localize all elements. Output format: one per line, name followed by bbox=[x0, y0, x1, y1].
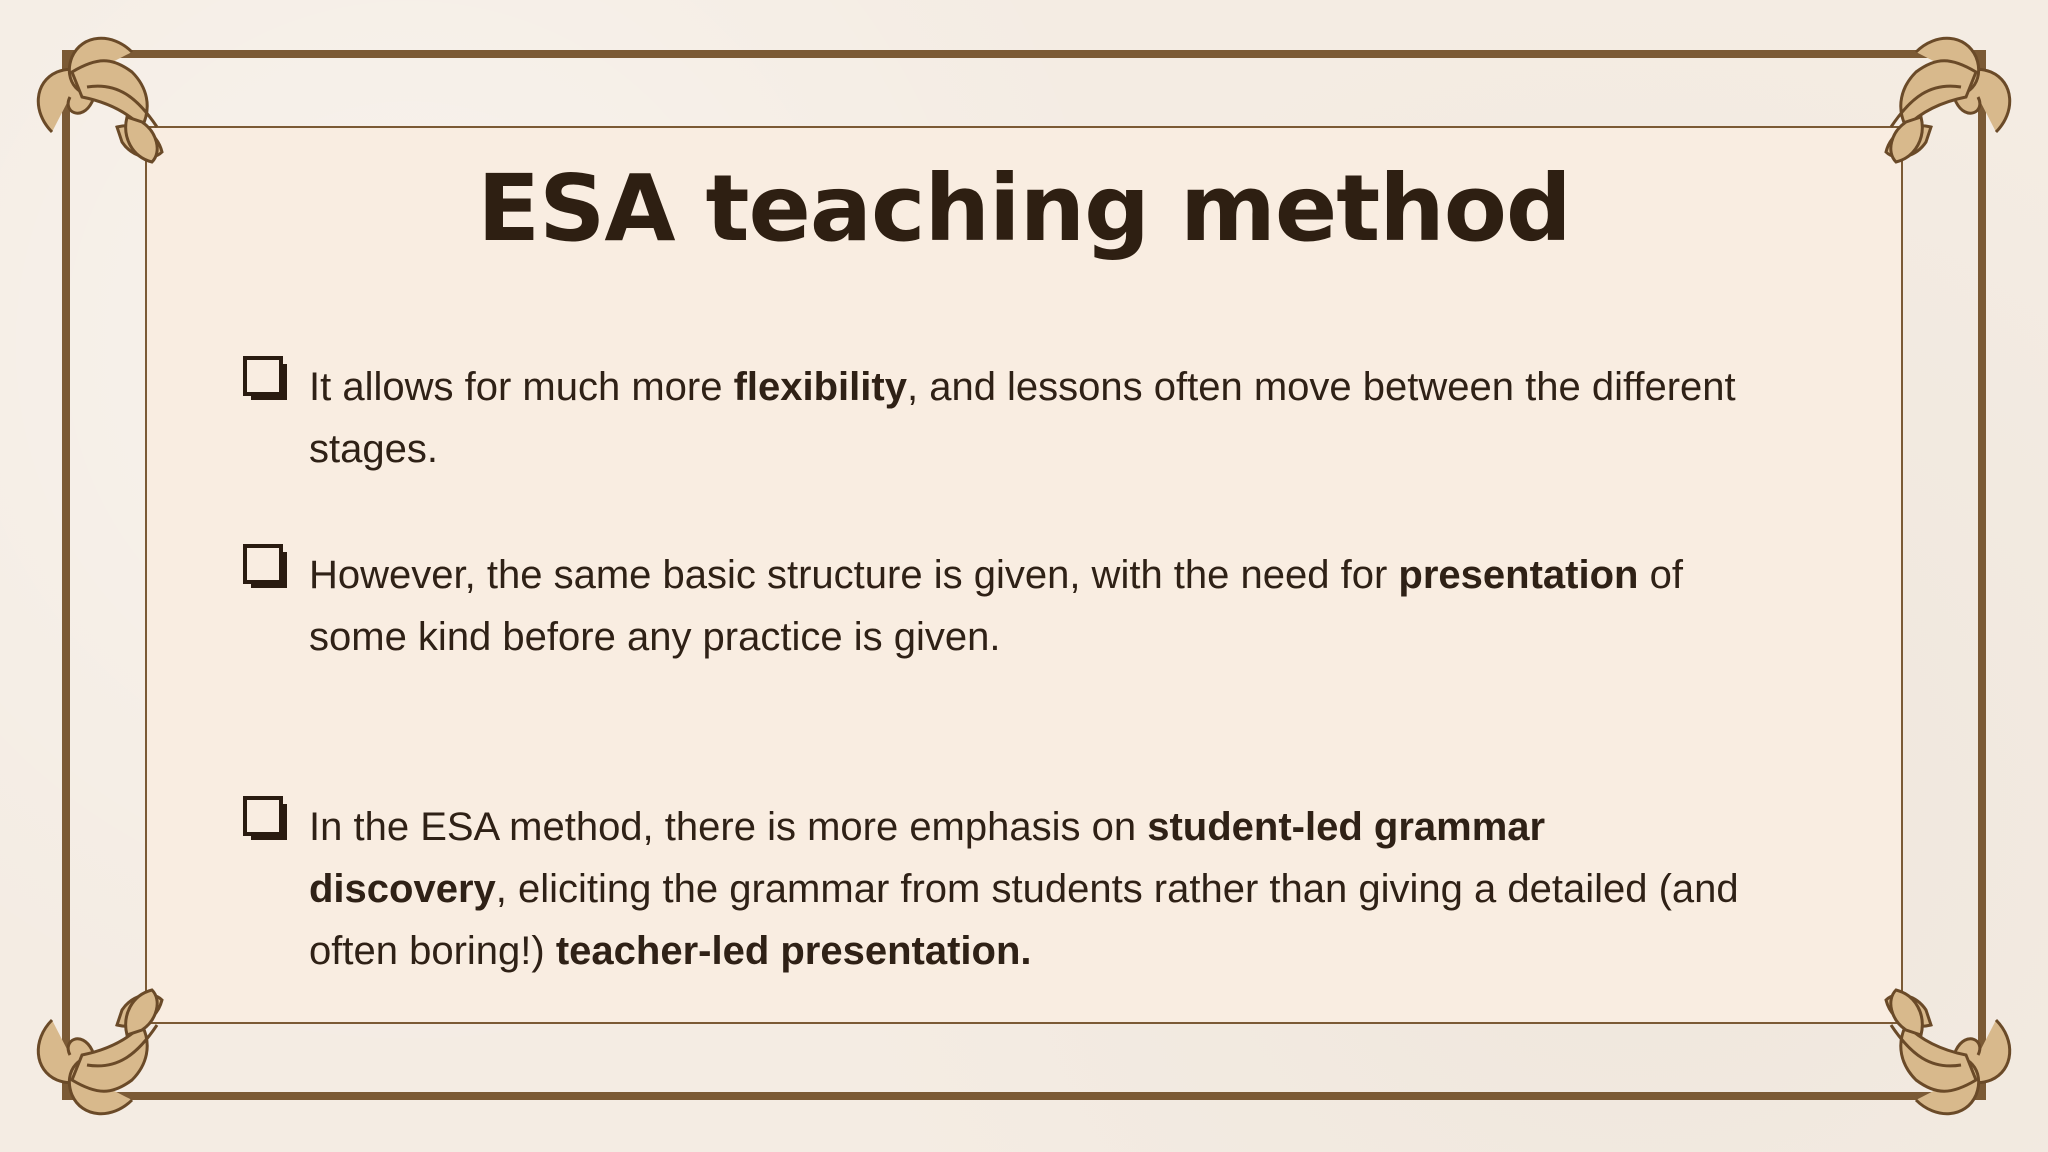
checkbox-icon bbox=[243, 356, 289, 402]
bullet-item-3 bbox=[243, 796, 1743, 982]
bullet-text-2 bbox=[309, 544, 1743, 668]
bullet-1-part-2: flexibility bbox=[733, 365, 907, 409]
bullet-item-1 bbox=[243, 356, 1743, 480]
bullet-text-1 bbox=[309, 356, 1743, 480]
bullet-text-3 bbox=[309, 796, 1743, 982]
bullet-item-2 bbox=[243, 544, 1743, 668]
bullet-3-part-3: , eliciting the grammar from students rather than giving a detailed (and often boring!) bbox=[309, 867, 1739, 973]
bullet-1-part-1: It allows for much more bbox=[309, 365, 734, 409]
corner-ornament-bottom-left-icon bbox=[12, 950, 202, 1140]
bullet-3-part-1: In the ESA method, there is more emphasis on bbox=[309, 805, 1148, 849]
checkbox-icon bbox=[243, 544, 289, 590]
bullet-3-part-4: teacher-led presentation. bbox=[555, 929, 1032, 973]
slide-title: ESA teaching method bbox=[477, 155, 1571, 262]
bullet-2-part-1: However, the same basic structure is given, with the need for bbox=[309, 553, 1399, 597]
checkbox-icon bbox=[243, 796, 289, 842]
bullet-2-part-3: of some kind before any practice is given. bbox=[309, 553, 1683, 659]
bullet-2-part-2: presentation bbox=[1398, 553, 1639, 597]
bullet-3-part-2: student-led grammar discovery bbox=[309, 805, 1546, 911]
bullet-1-part-3: , and lessons often move between the different stages. bbox=[309, 365, 1736, 471]
corner-ornament-bottom-right-icon bbox=[1846, 950, 2036, 1140]
